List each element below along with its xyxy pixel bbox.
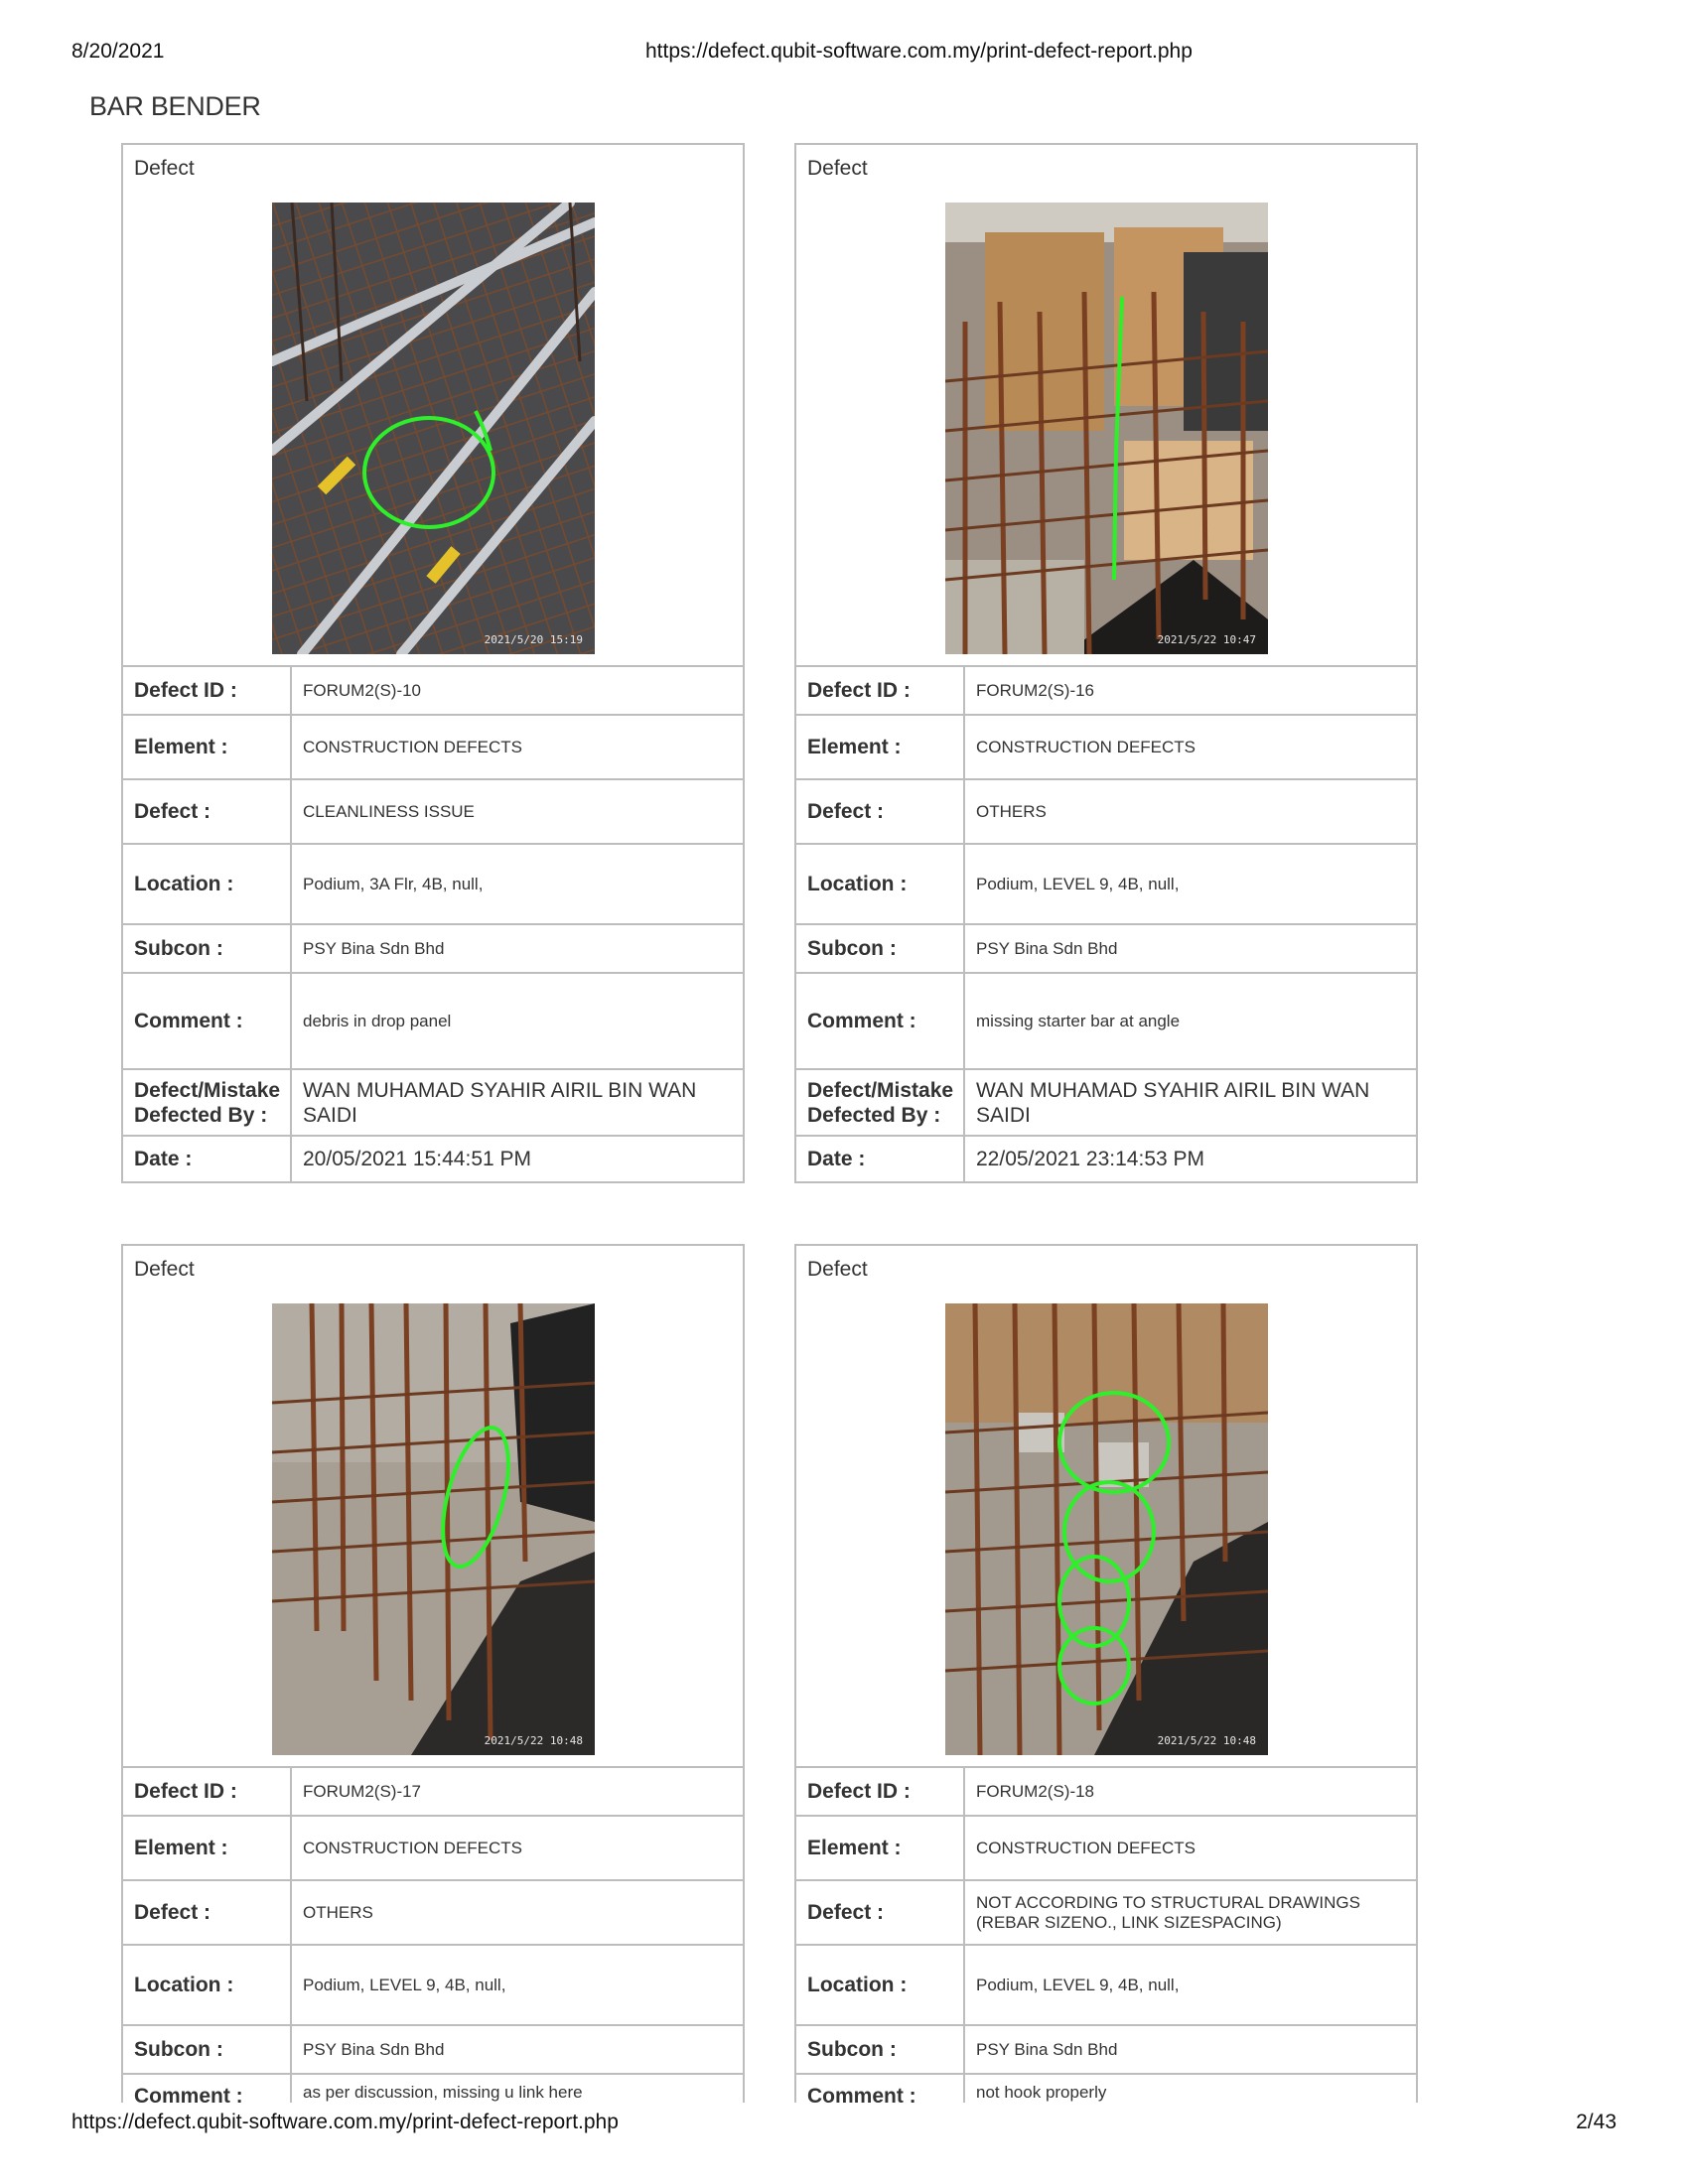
defect-id-value: FORUM2(S)-16 (976, 680, 1095, 700)
photo-timestamp: 2021/5/20 15:19 (484, 633, 583, 646)
element-label: Element : (796, 1817, 965, 1879)
defected-by-label-line2: Defected By : (134, 1103, 268, 1127)
defect-row (796, 780, 1416, 845)
date-row (123, 1137, 743, 1181)
comment-row (796, 2075, 1416, 2103)
photo-timestamp: 2021/5/22 10:48 (1157, 1734, 1256, 1747)
comment-row (123, 974, 743, 1070)
location-label: Location : (123, 1946, 292, 2024)
photo-timestamp: 2021/5/22 10:47 (1157, 633, 1256, 646)
card-header-label: Defect (134, 1258, 195, 1281)
location-label: Location : (796, 845, 965, 923)
defect-id-label: Defect ID : (796, 667, 965, 714)
comment-row (123, 2075, 743, 2103)
location-value: Podium, 3A Flr, 4B, null, (303, 874, 484, 893)
defect-id-value: FORUM2(S)-17 (303, 1781, 422, 1801)
subcon-label: Subcon : (123, 925, 292, 972)
subcon-row (796, 2026, 1416, 2075)
subcon-row (123, 925, 743, 974)
defect-value: OTHERS (303, 1902, 373, 1922)
location-value: Podium, LEVEL 9, 4B, null, (976, 1975, 1180, 1994)
defect-id-label: Defect ID : (123, 667, 292, 714)
card-header-label: Defect (134, 157, 195, 180)
location-row (123, 1946, 743, 2026)
location-label: Location : (123, 845, 292, 923)
comment-value: debris in drop panel (303, 1011, 452, 1030)
defect-photo[interactable] (945, 1303, 1268, 1755)
element-value: CONSTRUCTION DEFECTS (303, 1838, 522, 1857)
location-row (123, 845, 743, 925)
date-label: Date : (123, 1137, 292, 1181)
card-header (123, 1246, 743, 1768)
comment-label: Comment : (123, 2075, 292, 2103)
subcon-row (123, 2026, 743, 2075)
defect-value: OTHERS (976, 801, 1047, 821)
defect-card (794, 143, 1418, 1183)
element-value: CONSTRUCTION DEFECTS (976, 1838, 1196, 1857)
defected-by-value: WAN MUHAMAD SYAHIR AIRIL BIN WAN SAIDI (303, 1078, 697, 1127)
element-value: CONSTRUCTION DEFECTS (303, 737, 522, 756)
location-label: Location : (796, 1946, 965, 2024)
defect-id-row (796, 667, 1416, 716)
defect-card (794, 1244, 1418, 2103)
defect-id-row (123, 667, 743, 716)
defected-by-row (123, 1070, 743, 1137)
comment-label: Comment : (796, 2075, 965, 2103)
defect-photo[interactable] (272, 203, 595, 654)
defect-row (796, 1881, 1416, 1946)
element-label: Element : (123, 1817, 292, 1879)
print-url: https://defect.qubit-software.com.my/print-defect-report.php (645, 40, 1193, 63)
location-value: Podium, LEVEL 9, 4B, null, (976, 874, 1180, 893)
defect-id-row (123, 1768, 743, 1817)
subcon-row (796, 925, 1416, 974)
print-date: 8/20/2021 (71, 40, 165, 63)
subcon-label: Subcon : (123, 2026, 292, 2073)
card-header-label: Defect (807, 157, 868, 180)
defect-label: Defect : (123, 1881, 292, 1944)
defected-by-label-line1: Defect/Mistake (807, 1078, 954, 1102)
defected-by-label-line2: Defected By : (807, 1103, 941, 1127)
element-label: Element : (796, 716, 965, 778)
defected-by-label-line1: Defect/Mistake (134, 1078, 281, 1102)
defect-label: Defect : (796, 1881, 965, 1944)
subcon-value: PSY Bina Sdn Bhd (976, 938, 1118, 958)
date-value: 22/05/2021 23:14:53 PM (976, 1148, 1205, 1170)
defected-by-value: WAN MUHAMAD SYAHIR AIRIL BIN WAN SAIDI (976, 1078, 1370, 1127)
footer-url: https://defect.qubit-software.com.my/print-defect-report.php (71, 2111, 619, 2133)
defect-row (123, 1881, 743, 1946)
comment-value: missing starter bar at angle (976, 1011, 1181, 1030)
subcon-value: PSY Bina Sdn Bhd (976, 2039, 1118, 2059)
defect-value: NOT ACCORDING TO STRUCTURAL DRAWINGS (REBAR SIZENO., LINK SIZESPACING) (976, 1892, 1360, 1932)
print-footer (71, 2111, 1617, 2140)
comment-value: not hook properly (976, 2083, 1107, 2102)
date-row (796, 1137, 1416, 1181)
page-number: 2/43 (1576, 2111, 1617, 2133)
defect-value: CLEANLINESS ISSUE (303, 801, 475, 821)
comment-label: Comment : (796, 974, 965, 1068)
card-header (796, 145, 1416, 667)
card-header (123, 145, 743, 667)
comment-value: as per discussion, missing u link here (303, 2083, 583, 2102)
defect-photo[interactable] (272, 1303, 595, 1755)
comment-label: Comment : (123, 974, 292, 1068)
location-value: Podium, LEVEL 9, 4B, null, (303, 1975, 506, 1994)
element-row (123, 1817, 743, 1881)
defect-card (121, 143, 745, 1183)
defect-row (123, 780, 743, 845)
date-value: 20/05/2021 15:44:51 PM (303, 1148, 532, 1170)
subcon-value: PSY Bina Sdn Bhd (303, 2039, 445, 2059)
comment-row (796, 974, 1416, 1070)
defected-by-label (796, 1070, 965, 1135)
location-row (796, 1946, 1416, 2026)
defect-id-label: Defect ID : (796, 1768, 965, 1815)
defected-by-row (796, 1070, 1416, 1137)
card-header (796, 1246, 1416, 1768)
photo-timestamp: 2021/5/22 10:48 (484, 1734, 583, 1747)
defect-label: Defect : (796, 780, 965, 843)
element-row (796, 716, 1416, 780)
location-row (796, 845, 1416, 925)
defect-id-value: FORUM2(S)-18 (976, 1781, 1095, 1801)
element-row (123, 716, 743, 780)
subcon-value: PSY Bina Sdn Bhd (303, 938, 445, 958)
defect-label: Defect : (123, 780, 292, 843)
defect-id-label: Defect ID : (123, 1768, 292, 1815)
subcon-label: Subcon : (796, 925, 965, 972)
element-value: CONSTRUCTION DEFECTS (976, 737, 1196, 756)
defect-id-row (796, 1768, 1416, 1817)
defect-id-value: FORUM2(S)-10 (303, 680, 422, 700)
defected-by-label (123, 1070, 292, 1135)
card-header-label: Defect (807, 1258, 868, 1281)
defect-card (121, 1244, 745, 2103)
subcon-label: Subcon : (796, 2026, 965, 2073)
defect-photo[interactable] (945, 203, 1268, 654)
date-label: Date : (796, 1137, 965, 1181)
element-row (796, 1817, 1416, 1881)
section-title: BAR BENDER (89, 91, 261, 121)
element-label: Element : (123, 716, 292, 778)
